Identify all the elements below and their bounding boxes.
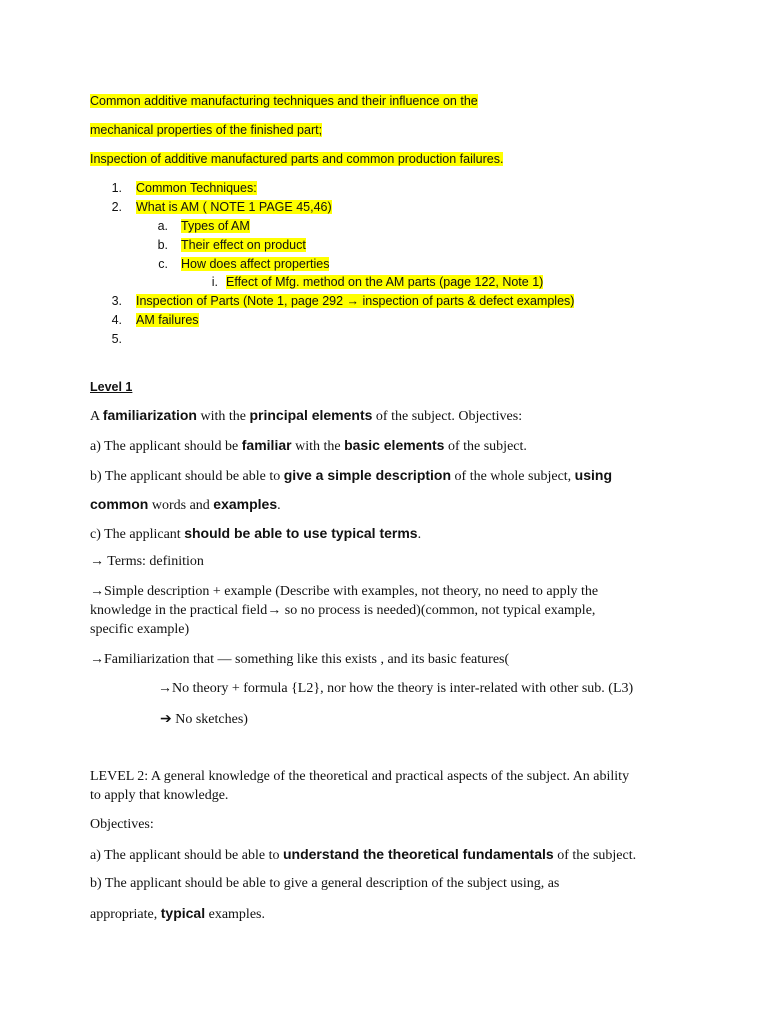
level2-objective-b-line2: appropriate, typical examples. <box>90 905 265 922</box>
level1-note-description-line3: specific example) <box>90 622 190 637</box>
level1-objective-b-line2: common words and examples. <box>90 496 281 513</box>
level1-objective-a: a) The applicant should be familiar with the basic elements of the subject. <box>90 437 527 454</box>
level1-note-terms: → Terms: definition <box>90 554 204 569</box>
document-page: Common additive manufacturing techniques and their influence on the mechanical properties of the finished part; Inspection of additive manufactured parts and common production failures. 1. Common Techniques: 2. What is AM ( NOTE 1 PAGE 45,46) a. Types of AM b. Their effect on product c. How does affect properties i. Effect of Mfg. method on the AM parts (page 122, Note 1) 3. Inspection of Parts (Note 1, page 292 → inspection of parts & defect examples) 4. AM failures 5. Level 1 A familiarization with the principal elements of the subject. Objectives: a) The applicant should be familiar with the basic elements of the subject. b) The applicant should be able to give a simple description of the whole subject, using common words and examples. c) The applicant should be able to use typical terms. → Terms: definition →Simple description + example (Describe with examples, not theory, no need to apply the knowledge in the practical field→ so no process is needed)(common, not typical example, specific example) →Familiarization that — something like this exists , and its basic features( →No theory + formula {L2}, nor how the theory is inter-related with other sub. (L3) ➔ No sketches) LEVEL 2: A general knowledge of the theoretical and practical aspects of the subject. An ability to apply that knowledge. Objectives: a) The applicant should be able to understand the theoretical fundamentals of the subject. b) The applicant should be able to give a general description of the subject using, as appropriate, typical examples. <box>90 94 637 922</box>
level1-note-no-theory: →No theory + formula {L2}, nor how the theory is inter-related with other sub. (L3) <box>158 681 634 696</box>
level2-objectives-label: Objectives: <box>90 817 154 832</box>
level2-heading-line2: to apply that knowledge. <box>90 788 229 803</box>
level1-note-description-line1: →Simple description + example (Describe with examples, not theory, no need to apply the <box>90 584 599 599</box>
header-line-3: Inspection of additive manufactured parts and common production failures. <box>90 152 504 166</box>
header-line-2: mechanical properties of the finished part; <box>90 123 323 137</box>
level1-note-no-sketches: ➔ No sketches) <box>160 712 248 727</box>
level2-objective-b-line1: b) The applicant should be able to give a general description of the subject using, as <box>90 876 560 891</box>
level2-heading-line1: LEVEL 2: A general knowledge of the theoretical and practical aspects of the subject. An ability <box>90 769 630 784</box>
level1-objective-b-line1: b) The applicant should be able to give a simple description of the whole subject, using <box>90 467 613 484</box>
level1-objective-c: c) The applicant should be able to use typical terms. <box>90 525 422 542</box>
level1-note-description-line2: knowledge in the practical field→ so no process is needed)(common, not typical example, <box>90 603 596 618</box>
header-line-1: Common additive manufacturing techniques and their influence on the <box>90 94 478 108</box>
level1-heading: Level 1 <box>90 380 133 394</box>
level1-note-familiarization: →Familiarization that — something like this exists , and its basic features( <box>90 652 510 667</box>
level2-objective-a: a) The applicant should be able to understand the theoretical fundamentals of the subject. <box>90 846 637 863</box>
level1-intro: A familiarization with the principal elements of the subject. Objectives: <box>90 407 523 424</box>
